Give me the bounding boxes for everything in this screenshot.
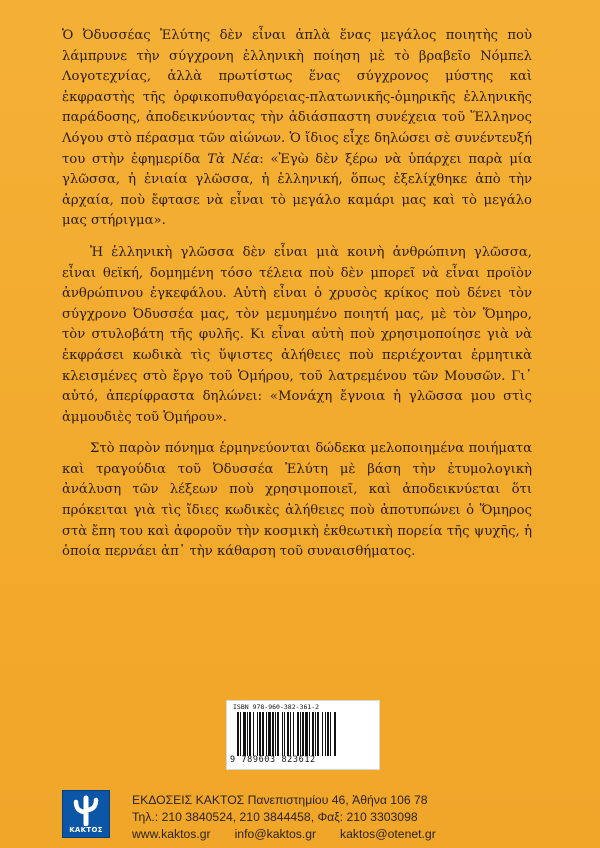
logo-label: ΚΑΚΤΟΣ	[69, 826, 103, 834]
barcode-bar	[240, 712, 241, 756]
barcode-bars	[237, 712, 369, 756]
barcode-bar	[249, 712, 251, 756]
barcode-bar	[309, 712, 310, 756]
email-link-otenet[interactable]: kaktos@otenet.gr	[340, 827, 436, 841]
kaktos-logo	[62, 790, 110, 838]
barcode-bar	[302, 712, 304, 756]
barcode-bar	[262, 712, 264, 756]
barcode-bar	[317, 712, 319, 756]
publisher-info	[62, 790, 552, 842]
paragraph-2: Ἡ ἑλληνικὴ γλῶσσα δὲν εἶναι μιὰ κοινὴ ἀνθρώπινη γλῶσσα, εἶναι θεϊκή, δομημένη τόσο τέλεια ποὺ δὲν μπορεῖ νὰ εἶναι προϊὸν ἀνθρώπινου ἐγκεφάλου. Αὐτὴ εἶναι ὁ χρυσὸς κρίκος ποὺ δένει τὸν σύγχρονο Ὀδυσσέα μας, τὸν μεμυημένο ποιητή μας, μὲ τὸν Ὅμηρο, τὸν στυλοβάτη τῆς φυλῆς. Κι εἶναι αὐτὴ ποὺ χρησιμοποίησε γιὰ νὰ ἐκφράσει κωδικὰ τὶς ὕψιστες ἀλήθειες ποὺ περιέχονται ἑρμητικὰ κλεισμένες στὸ ἔργο τοῦ Ὁμήρου, τοῦ λατρεμένου τῶν Μουσῶν. Γι᾿ αὐτό, ἀπερίφραστα δηλώνει: «Μονάχη ἔγνοια ἡ γλῶσσα μου στὶς ἀμμουδιὲς τοῦ Ὁμήρου».	[62, 244, 532, 425]
barcode-bar	[275, 712, 276, 756]
barcode-bar	[257, 712, 258, 756]
isbn-barcode	[226, 700, 380, 770]
barcode-bar	[266, 712, 267, 756]
publisher-address: ΕΚΔΟΣΕΙΣ ΚΑΚΤΟΣ Πανεπιστημίου 46, Ἀθήνα 106 78	[132, 793, 428, 807]
barcode-bar	[334, 712, 336, 756]
barcode-bar	[247, 712, 248, 756]
barcode-bar	[237, 712, 239, 756]
paragraph-3: Στὸ παρὸν πόνημα ἑρμηνεύονται δώδεκα μελοποιημένα ποιήματα καὶ τραγούδια τοῦ Ὀδυσσέα Ἐλύτη μὲ βάση τὴν ἐτυμολογικὴ ἀνάλυση τῶν λέξεων ποὺ χρησιμοποιεῖ, καὶ ἀποδεικνύεται ὅτι πρόκειται γιὰ τὶς ἴδιες κωδικὲς ἀλήθειες ποὺ ἀποτυπώνει ὁ Ὅμηρος στὰ ἔπη του καὶ ἀφοροῦν τὴν κοσμικὴ ἐκθεωτικὴ πορεία τῆς ψυχῆς, ἡ ὁποία περνάει ἀπ᾿ τὴν κάθαρση τοῦ συναισθήματος.	[62, 441, 532, 560]
newspaper-title: Τὰ Νέα	[207, 151, 260, 167]
barcode-bar	[315, 712, 316, 756]
barcode-bar	[282, 712, 283, 756]
paragraph-1	[62, 26, 532, 232]
publisher-web-line	[132, 826, 552, 843]
barcode-bar	[259, 712, 261, 756]
barcode-bar	[287, 712, 289, 756]
paragraph-1-text-b: : «Ἐγὼ δὲν ξέρω νὰ ὑπάρχει παρὰ μία γλῶσσα, ἡ ἑνιαία γλῶσσα, ἡ ἑλληνική, ὅπως ἐξελίχθηκε ἀπὸ τὴν ἀρχαία, ποὺ ἔφτασε νὰ εἶναι τὸ μεγάλο καμάρι μας καὶ τὸ μεγάλο μας στήριγμα».	[62, 151, 532, 229]
barcode-bar	[284, 712, 285, 756]
barcode-bar	[330, 712, 331, 756]
barcode-bar	[300, 712, 301, 756]
barcode-bar	[277, 712, 279, 756]
barcode-bar	[272, 712, 274, 756]
cactus-icon	[68, 794, 104, 826]
ean-digits: 9 789603 823612	[230, 755, 316, 765]
blurb-text	[62, 26, 532, 574]
barcode-bar	[312, 712, 314, 756]
barcode-bar	[327, 712, 329, 756]
barcode-bar	[297, 712, 299, 756]
barcode-bar	[293, 712, 294, 756]
barcode-bar	[268, 712, 271, 756]
publisher-phone: Τηλ.: 210 3840524, 210 3844458, Φαξ: 210 3303098	[132, 810, 418, 824]
barcode-bar	[243, 712, 246, 756]
barcode-bar	[290, 712, 291, 756]
website-link[interactable]: www.kaktos.gr	[132, 827, 211, 841]
paragraph-1-text-a: Ὁ Ὀδυσσέας Ἐλύτης δὲν εἶναι ἁπλὰ ἕνας μεγάλος ποιητὴς ποὺ λάμπρυνε τὴν σύγχρονη ἑλληνικὴ ποίηση μὲ τὸ βραβεῖο Νόμπελ Λογοτεχνίας, ἀλλὰ πρωτίστως ἕνας σύγχρονος μύστης καὶ ἐκφραστὴς τῆς ὀρφικοπυθαγόρειας-πλατωνικῆς-ὁμηρικῆς ἑλληνικῆς παράδοσης, ἀποδεικνύοντας τὴν ἀδιάσπαστη συνέχεια τοῦ Ἕλληνος Λόγου στὸ πέρασμα τῶν αἰώνων. Ὁ ἴδιος εἶχε δηλώσει σὲ συνέντευξή του στὴν ἐφημερίδα	[62, 28, 532, 167]
email-link-info[interactable]: info@kaktos.gr	[234, 827, 317, 841]
barcode-bar	[305, 712, 308, 756]
isbn-label: ISBN 978-960-382-361-2	[233, 703, 320, 711]
publisher-contact	[132, 792, 552, 843]
barcode-bar	[322, 712, 323, 756]
barcode-bar	[253, 712, 254, 756]
barcode-bar	[325, 712, 326, 756]
